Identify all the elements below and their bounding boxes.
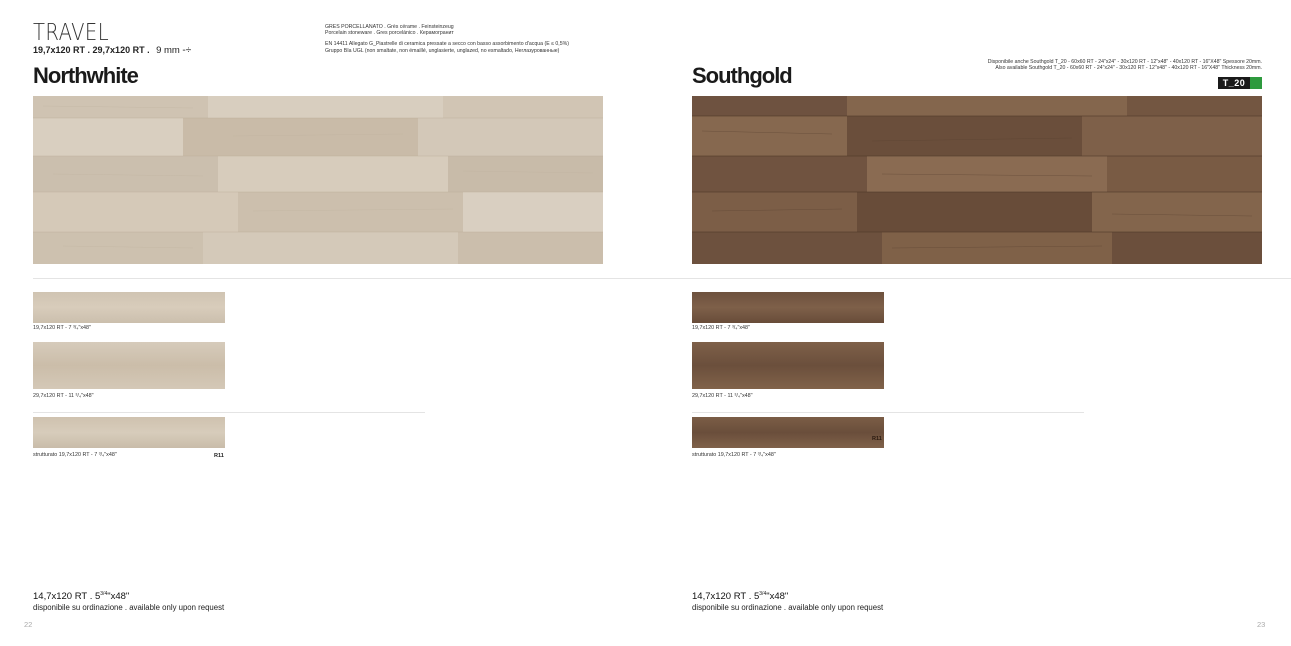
page-number-right: 23 — [1257, 620, 1266, 629]
bottom-tail: "x48" — [766, 591, 789, 603]
availability-note — [988, 59, 1262, 71]
bottom-size: 14,7x120 RT . — [33, 591, 93, 603]
material-line: Porcelain stoneware . Gres porcelánico . Керамогранит — [325, 30, 454, 37]
caption-southgold-structured: strutturato 19,7x120 RT - 7 ³/₄"x48" — [692, 452, 776, 458]
swatch-southgold-19x120 — [692, 292, 884, 323]
availability-line: Disponibile anche Southgold T_20 - 60x60 RT - 24"x24" - 30x120 RT - 12"x48" - 40x120 RT - 16"X48" Spessore 20mm. — [987, 59, 1262, 65]
norm-line: Gruppo BIa UGL (non smaltate, non émaillé, unglasierte, unglazed, no esmaltado, Неглазурованные) — [325, 47, 560, 54]
bottom-tail: "x48" — [107, 591, 130, 603]
swatch-divider-right — [692, 412, 1084, 413]
swatch-northwhite-structured — [33, 417, 225, 448]
swatch-northwhite-29x120 — [33, 342, 225, 389]
bottom-inches: 5 — [94, 591, 101, 603]
caption-southgold-19x120: 19,7x120 RT - 7 ³/₄"x48" — [692, 325, 750, 331]
caption-northwhite-29x120: 29,7x120 RT - 11 ³/₄"x48" — [33, 393, 94, 399]
material-line: GRES PORCELLANATO . Grès cérame . Feinsteinzeug — [325, 24, 454, 30]
product-title-northwhite: Northwhite — [33, 63, 138, 88]
r11-label-right: R11 — [872, 436, 882, 442]
thickness-text: 9 mm — [156, 45, 180, 56]
bottom-note-left: disponibile su ordinazione . available only upon request — [33, 603, 225, 612]
page-number-left: 22 — [24, 620, 33, 629]
bottom-frac: 3/4 — [100, 591, 108, 597]
southgold-floor-image — [692, 96, 1262, 264]
t20-badge — [1218, 77, 1262, 89]
format-list — [33, 45, 191, 56]
formats-text: 19,7x120 RT . 29,7x120 RT . — [33, 45, 150, 55]
bottom-inches: 5 — [753, 591, 760, 603]
availability-line: Also available Southgold T_20 - 60x60 RT - 24"x24" - 30x120 RT - 12"x48" - 40x120 RT - 16"X48" Thickness 20mm. — [995, 65, 1262, 72]
t20-badge-label: T_20 — [1218, 77, 1250, 89]
thickness-icon: -÷ — [182, 45, 192, 56]
product-title-southgold: Southgold — [692, 63, 792, 88]
caption-northwhite-19x120: 19,7x120 RT - 7 ³/₄"x48" — [33, 325, 91, 331]
t20-badge-green — [1250, 77, 1262, 89]
bottom-format-right — [692, 591, 788, 602]
bottom-format-left — [33, 591, 129, 602]
section-divider — [33, 278, 1291, 279]
bottom-frac: 3/4 — [759, 591, 767, 597]
northwhite-floor-image — [33, 96, 603, 264]
collection-title: TRAVEL — [33, 20, 110, 46]
material-description — [325, 24, 625, 54]
r11-label-left: R11 — [214, 453, 224, 459]
bottom-size: 14,7x120 RT . — [692, 591, 752, 603]
bottom-note-right: disponibile su ordinazione . available only upon request — [692, 603, 884, 612]
swatch-northwhite-19x120 — [33, 292, 225, 323]
swatch-southgold-structured — [692, 417, 884, 448]
swatch-southgold-29x120 — [692, 342, 884, 389]
norm-line: EN 14411 Allegato G_Piastrelle di ceramica pressate a secco con basso assorbimento d'acqua (E ≤ 0,5%) — [325, 41, 569, 48]
caption-southgold-29x120: 29,7x120 RT - 11 ³/₄"x48" — [692, 393, 753, 399]
swatch-divider-left — [33, 412, 425, 413]
caption-northwhite-structured: strutturato 19,7x120 RT - 7 ³/₄"x48" — [33, 452, 117, 458]
